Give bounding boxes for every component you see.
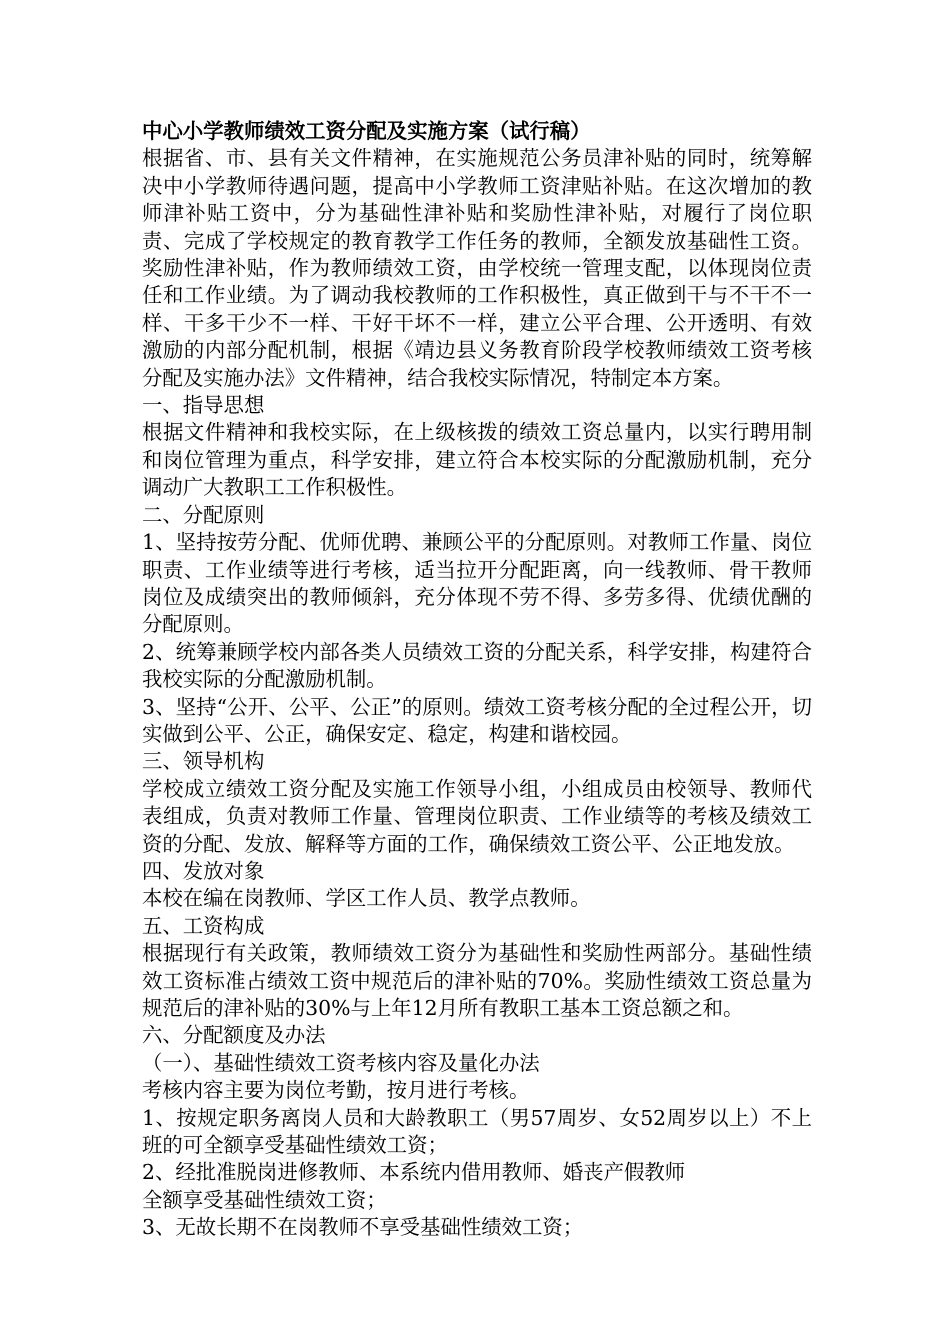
- rule-item-3: 3、无故长期不在岗教师不享受基础性绩效工资；: [142, 1215, 584, 1240]
- recipients-paragraph: 本校在编在岗教师、学区工作人员、教学点教师。: [142, 886, 591, 911]
- principle-item-2: 2、统筹兼顾学校内部各类人员绩效工资的分配关系，科学安排，构建符合我校实际的分配激励机制。: [142, 639, 812, 692]
- section-heading-guiding-ideology: 一、指导思想: [142, 393, 265, 418]
- leadership-paragraph: 学校成立绩效工资分配及实施工作领导小组，小组成员由校领导、教师代表组成，负责对教师工作量、管理岗位职责、工作业绩等的考核及绩效工资的分配、发放、解释等方面的工作，确保绩效工资公平、公正地发放。: [142, 776, 812, 856]
- guiding-ideology-paragraph: 根据文件精神和我校实际，在上级核拨的绩效工资总量内，以实行聘用制和岗位管理为重点，科学安排，建立符合本校实际的分配激励机制，充分调动广大教职工工作积极性。: [142, 420, 812, 500]
- principle-item-1: 1、坚持按劳分配、优师优聘、兼顾公平的分配原则。对教师工作量、岗位职责、工作业绩等进行考核，适当拉开分配距离，向一线教师、骨干教师岗位及成绩突出的教师倾斜，充分体现不劳不得、多劳多得、优绩优酬的分配原则。: [142, 530, 812, 637]
- rule-item-2-continued: 全额享受基础性绩效工资；: [142, 1187, 387, 1212]
- section-heading-leadership: 三、领导机构: [142, 749, 265, 774]
- rule-item-2: 2、经批准脱岗进修教师、本系统内借用教师、婚丧产假教师: [142, 1160, 686, 1185]
- assessment-content-paragraph: 考核内容主要为岗位考勤，按月进行考核。: [142, 1078, 530, 1103]
- principle-item-3: 3、坚持“公开、公平、公正”的原则。绩效工资考核分配的全过程公开，切实做到公平、公正，确保安定、稳定，构建和谐校园。: [142, 694, 812, 746]
- section-heading-distribution-principles: 二、分配原则: [142, 502, 265, 527]
- document-page: [142, 118, 812, 1242]
- section-heading-salary-composition: 五、工资构成: [142, 913, 265, 938]
- subsection-heading-basic-performance: （一）、基础性绩效工资考核内容及量化办法: [142, 1050, 540, 1075]
- document-title: 中心小学教师绩效工资分配及实施方案（试行稿）: [142, 119, 591, 143]
- intro-paragraph: 根据省、市、县有关文件精神，在实施规范公务员津补贴的同时，统筹解决中小学教师待遇问题，提高中小学教师工资津贴补贴。在这次增加的教师津补贴工资中，分为基础性津补贴和奖励性津补贴，对履行了岗位职责、完成了学校规定的教育教学工作任务的教师，全额发放基础性工资。奖励性津补贴，作为教师绩效工资，由学校统一管理支配，以体现岗位责任和工作业绩。为了调动我校教师的工作积极性，真正做到干与不干不一样、干多干少不一样、干好干坏不一样，建立公平合理、公开透明、有效激励的内部分配机制，根据《靖边县义务教育阶段学校教师绩效工资考核分配及实施办法》文件精神，结合我校实际情况，特制定本方案。: [142, 146, 812, 390]
- section-heading-allocation: 六、分配额度及办法: [142, 1023, 326, 1048]
- section-heading-recipients: 四、发放对象: [142, 858, 265, 883]
- rule-item-1: 1、按规定职务离岗人员和大龄教职工（男57周岁、女52周岁以上）不上班的可全额享受基础性绩效工资；: [142, 1105, 812, 1158]
- salary-composition-paragraph: 根据现行有关政策，教师绩效工资分为基础性和奖励性两部分。基础性绩效工资标准占绩效工资中规范后的津补贴的70%。奖励性绩效工资总量为规范后的津补贴的30%与上年12月所有教职工基本工资总额之和。: [142, 941, 812, 1020]
